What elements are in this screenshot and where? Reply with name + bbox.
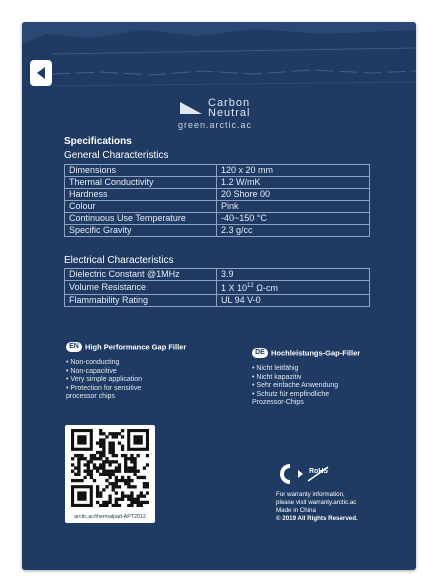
general-characteristics-title: General Characteristics — [64, 150, 169, 161]
spec-key: Flammability Rating — [65, 295, 217, 307]
list-item: • Non-conducting — [66, 359, 186, 368]
certification-marks — [276, 462, 336, 491]
spec-key: Hardness — [65, 189, 217, 201]
list-item: • Non-capacitive — [66, 368, 186, 377]
table-row — [65, 201, 370, 213]
general-characteristics-table — [64, 164, 370, 237]
list-item: • Nicht kapazitiv — [252, 374, 360, 383]
spec-key: Colour — [65, 201, 217, 213]
carbon-neutral-leaf-icon — [178, 100, 204, 116]
hang-hole — [30, 60, 52, 86]
spec-value: -40~150 °C — [217, 213, 370, 225]
list-item: processor chips — [66, 393, 116, 400]
list-item: • Nicht leitfähig — [252, 365, 360, 374]
table-row — [65, 295, 370, 307]
spec-value — [217, 281, 370, 295]
german-title: Hochleistungs-Gap-Filler — [271, 348, 361, 358]
spec-value-unit: Ω-cm — [253, 283, 278, 293]
german-feature-list — [252, 365, 360, 408]
qr-code-card[interactable] — [65, 425, 155, 523]
electrical-characteristics-title: Electrical Characteristics — [64, 255, 174, 266]
list-item: • Schutz für empfindliche — [252, 391, 360, 400]
logo-line-1: Carbon — [208, 97, 251, 109]
warranty-line-1: For warranty information, — [276, 491, 345, 498]
list-item: • Protection for sensitive — [66, 385, 186, 394]
english-section — [66, 338, 186, 402]
electrical-characteristics-table — [64, 268, 370, 307]
qr-code-icon[interactable] — [71, 429, 149, 507]
language-badge-de: DE — [252, 348, 268, 358]
spec-key: Thermal Conductivity — [65, 177, 217, 189]
spec-key: Continuous Use Temperature — [65, 213, 217, 225]
table-row — [65, 165, 370, 177]
origin-line: Made in China — [276, 507, 316, 514]
rohs-icon — [306, 465, 330, 483]
spec-value: 2.3 g/cc — [217, 225, 370, 237]
language-badge-en: EN — [66, 342, 82, 352]
spec-value-exponent: 12 — [247, 283, 254, 289]
warranty-info — [276, 491, 358, 523]
list-item: Prozessor-Chips — [252, 399, 304, 406]
spec-value-base: 1 X 10 — [221, 283, 248, 293]
logo-url: green.arctic.ac — [178, 120, 253, 130]
spec-value: 20 Shore 00 — [217, 189, 370, 201]
table-row — [65, 281, 370, 295]
spec-value: Pink — [217, 201, 370, 213]
table-row — [65, 189, 370, 201]
list-item: • Sehr einfache Anwendung — [252, 382, 360, 391]
table-row — [65, 213, 370, 225]
english-feature-list — [66, 359, 186, 402]
spec-value: 1.2 W/mK — [217, 177, 370, 189]
spec-value: 3.9 — [217, 269, 370, 281]
spec-key: Volume Resistance — [65, 281, 217, 295]
english-title: High Performance Gap Filler — [85, 342, 187, 352]
warranty-line-2: please visit warranty.arctic.ac — [276, 499, 357, 506]
spec-key: Dimensions — [65, 165, 217, 177]
specifications-title: Specifications — [64, 136, 132, 147]
spec-value: UL 94 V-0 — [217, 295, 370, 307]
thermal-pad-package — [22, 22, 416, 570]
table-row — [65, 269, 370, 281]
spec-key: Specific Gravity — [65, 225, 217, 237]
spec-key: Dielectric Constant @1MHz — [65, 269, 217, 281]
logo-line-2: Neutral — [208, 107, 251, 119]
spec-value: 120 x 20 mm — [217, 165, 370, 177]
qr-caption: arctic.ac/thermalpad-APT2012 — [74, 514, 146, 520]
german-section — [252, 344, 360, 408]
copyright-line: © 2019 All Rights Reserved. — [276, 515, 358, 522]
list-item: • Very simple application — [66, 376, 186, 385]
table-row — [65, 225, 370, 237]
package-flap — [22, 22, 416, 92]
table-row — [65, 177, 370, 189]
rohs-label: RoHS — [309, 468, 329, 475]
